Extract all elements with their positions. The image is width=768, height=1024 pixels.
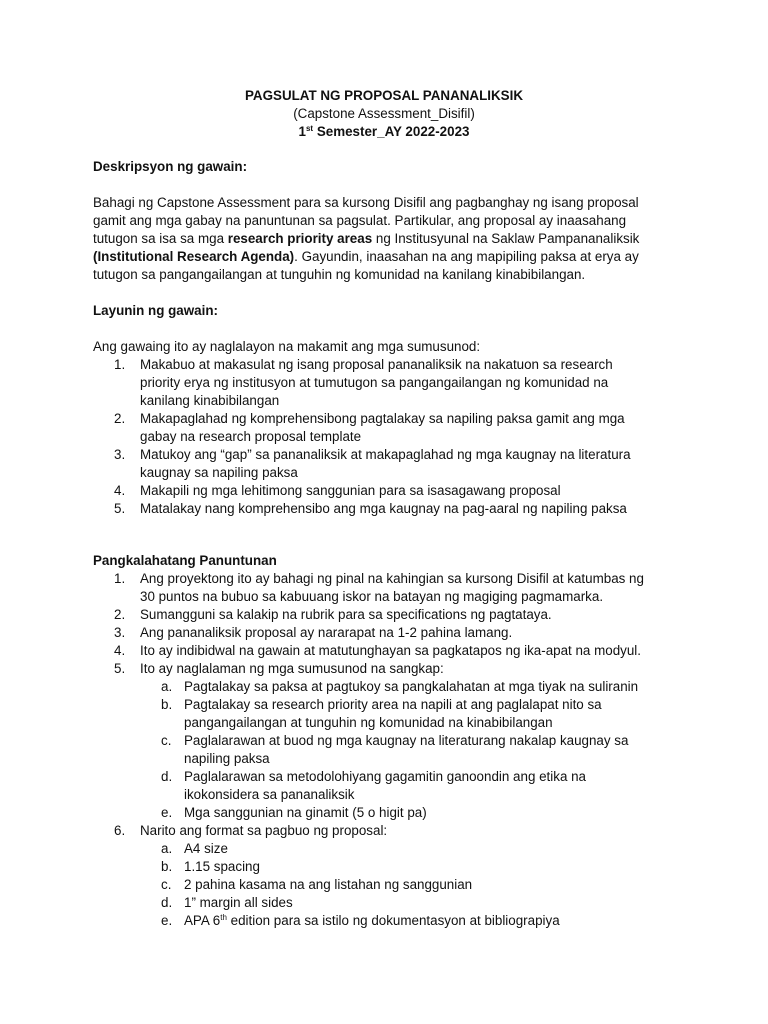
list-item: a. A4 size: [161, 841, 228, 856]
list-item-line: pangangailangan at tunguhin ng komunidad na kinabibilangan: [184, 715, 553, 730]
list-item-line: Makapili ng mga lehitimong sanggunian para sa isasagawang proposal: [140, 483, 561, 498]
objectives-list: [93, 356, 683, 518]
list-item-line: Paglalarawan at buod ng mga kaugnay na literaturang nakalap kaugnay sa: [184, 733, 629, 748]
description-section: [93, 158, 683, 176]
list-item-line: Pagtalakay sa research priority area na napili at ang paglalapat nito sa: [184, 697, 602, 712]
list-item: 3. Matukoy ang “gap” sa pananaliksik at makapaglahad ng mga kaugnay na literatura kaugnay sa napiling paksa: [93, 446, 683, 482]
list-item-line: Paglalarawan sa metodolohiyang gagamitin ganoondin ang etika na: [184, 769, 587, 784]
list-item-line: Sumangguni sa kalakip na rubrik para sa specifications ng pagtataya.: [140, 607, 552, 622]
list-item-line: Ito ay indibidwal na gawain at matutunghayan sa pagkatapos ng ika-apat na modyul.: [140, 643, 641, 658]
list-item: 5. Matalakay nang komprehensibo ang mga kaugnay na pag-aaral ng napiling paksa: [93, 500, 683, 518]
objectives-intro: Ang gawaing ito ay naglalayon na makamit ang mga sumusunod:: [93, 339, 481, 354]
list-item: 4. Makapili ng mga lehitimong sanggunian para sa isasagawang proposal: [93, 482, 683, 500]
list-item: 4. Ito ay indibidwal na gawain at matutunghayan sa pagkatapos ng ika-apat na modyul.: [93, 642, 683, 660]
list-item-line: napiling paksa: [184, 751, 270, 766]
components-list: [93, 678, 683, 822]
list-item-line: kanilang kinabibilangan: [140, 393, 280, 408]
list-item-line: Mga sanggunian na ginamit (5 o higit pa): [184, 805, 427, 820]
format-list-last: [93, 912, 683, 930]
list-item: b. 1.15 spacing: [161, 859, 260, 874]
list-item-line: gabay na research proposal template: [140, 429, 362, 444]
list-item: d. Paglalarawan sa metodolohiyang gagamitin ganoondin ang etika na ikokonsidera sa pananaliksik: [93, 768, 683, 804]
guidelines-list: [93, 570, 683, 678]
list-item-line: priority erya ng institusyon at tumutugon sa pangangailangan ng komunidad na: [140, 375, 609, 390]
list-item: c. Paglalarawan at buod ng mga kaugnay na literaturang nakalap kaugnay sa napiling paksa: [93, 732, 683, 768]
list-item: 3. Ang pananaliksik proposal ay nararapat na 1-2 pahina lamang.: [93, 624, 683, 642]
list-item: 1. Makabuo at makasulat ng isang proposal pananaliksik na nakatuon sa research priority erya ng institusyon at tumutugon sa pangangailangan ng komunidad na kanilang kinabibilangan: [93, 356, 683, 410]
list-item-line: Ang proyektong ito ay bahagi ng pinal na kahingian sa kursong Disifil at katumbas ng: [140, 571, 644, 586]
list-item: 2. Sumangguni sa kalakip na rubrik para sa specifications ng pagtataya.: [93, 606, 683, 624]
list-item-line: Ito ay naglalaman ng mga sumusunod na sangkap:: [140, 661, 444, 676]
description-paragraph: Bahagi ng Capstone Assessment para sa kursong Disifil ang pagbanghay ng isang proposal gamit ang mga gabay na panuntunan sa pagsulat. Partikular, ang proposal ay inaasahang tutugon sa isa sa mga research priority areas ng Institusyunal na Saklaw Pampananaliksik (Institutional Research Agenda). Gayundin, inaasahan na ang mapipiling paksa at erya ay tutugon sa pangangailangan at tunguhin ng komunidad na kanilang kinabibilangan.: [93, 195, 640, 282]
list-item: 1. Ang proyektong ito ay bahagi ng pinal na kahingian sa kursong Disifil at katumbas ng 30 puntos na bubuo sa kabuuang iskor na batayan ng magiging pagmamarka.: [93, 570, 683, 606]
list-item-line: Makapaglahad ng komprehensibong pagtalakay sa napiling paksa gamit ang mga: [140, 411, 625, 426]
list-item: 5. Ito ay naglalaman ng mga sumusunod na sangkap:: [93, 660, 683, 678]
list-item-line: Matalakay nang komprehensibo ang mga kaugnay na pag-aaral ng napiling paksa: [140, 501, 627, 516]
document-header: [0, 87, 768, 141]
semester-line: 1st Semester_AY 2022-2023: [298, 124, 470, 139]
format-list: [93, 840, 683, 912]
list-item: 6. Narito ang format sa pagbuo ng proposal:: [114, 823, 388, 838]
description-heading: Deskripsyon ng gawain:: [93, 159, 248, 174]
document-subtitle: (Capstone Assessment_Disifil): [293, 106, 475, 121]
list-item-line: Makabuo at makasulat ng isang proposal pananaliksik na nakatuon sa research: [140, 357, 613, 372]
list-item-line: ikokonsidera sa pananaliksik: [184, 787, 355, 802]
list-item: e. APA 6th edition para sa istilo ng dokumentasyon at bibliograpiya: [161, 913, 560, 928]
list-item: c. 2 pahina kasama na ang listahan ng sanggunian: [161, 877, 473, 892]
list-item-line: kaugnay sa napiling paksa: [140, 465, 298, 480]
objectives-section: [93, 302, 683, 320]
guidelines-section: [93, 552, 683, 930]
list-item: a. Pagtalakay sa paksa at pagtukoy sa pangkalahatan at mga tiyak na suliranin: [93, 678, 683, 696]
list-item: 2. Makapaglahad ng komprehensibong pagtalakay sa napiling paksa gamit ang mga gabay na research proposal template: [93, 410, 683, 446]
objectives-heading: Layunin ng gawain:: [93, 303, 218, 318]
guidelines-heading: Pangkalahatang Panuntunan: [93, 553, 277, 568]
list-item-line: 30 puntos na bubuo sa kabuuang iskor na batayan ng magiging pagmamarka.: [140, 589, 604, 604]
guidelines-list-continued: [93, 822, 683, 840]
list-item: d. 1” margin all sides: [161, 895, 293, 910]
list-item-line: Ang pananaliksik proposal ay nararapat na 1-2 pahina lamang.: [140, 625, 513, 640]
list-item-line: Pagtalakay sa paksa at pagtukoy sa pangkalahatan at mga tiyak na suliranin: [184, 679, 639, 694]
document-title: PAGSULAT NG PROPOSAL PANANALIKSIK: [245, 88, 523, 103]
list-item: e. Mga sanggunian na ginamit (5 o higit pa): [93, 804, 683, 822]
list-item: b. Pagtalakay sa research priority area na napili at ang paglalapat nito sa pangangailangan at tunguhin ng komunidad na kinabibilangan: [93, 696, 683, 732]
objectives-body: [93, 338, 683, 518]
list-item-line: Matukoy ang “gap” sa pananaliksik at makapaglahad ng mga kaugnay na literatura: [140, 447, 631, 462]
